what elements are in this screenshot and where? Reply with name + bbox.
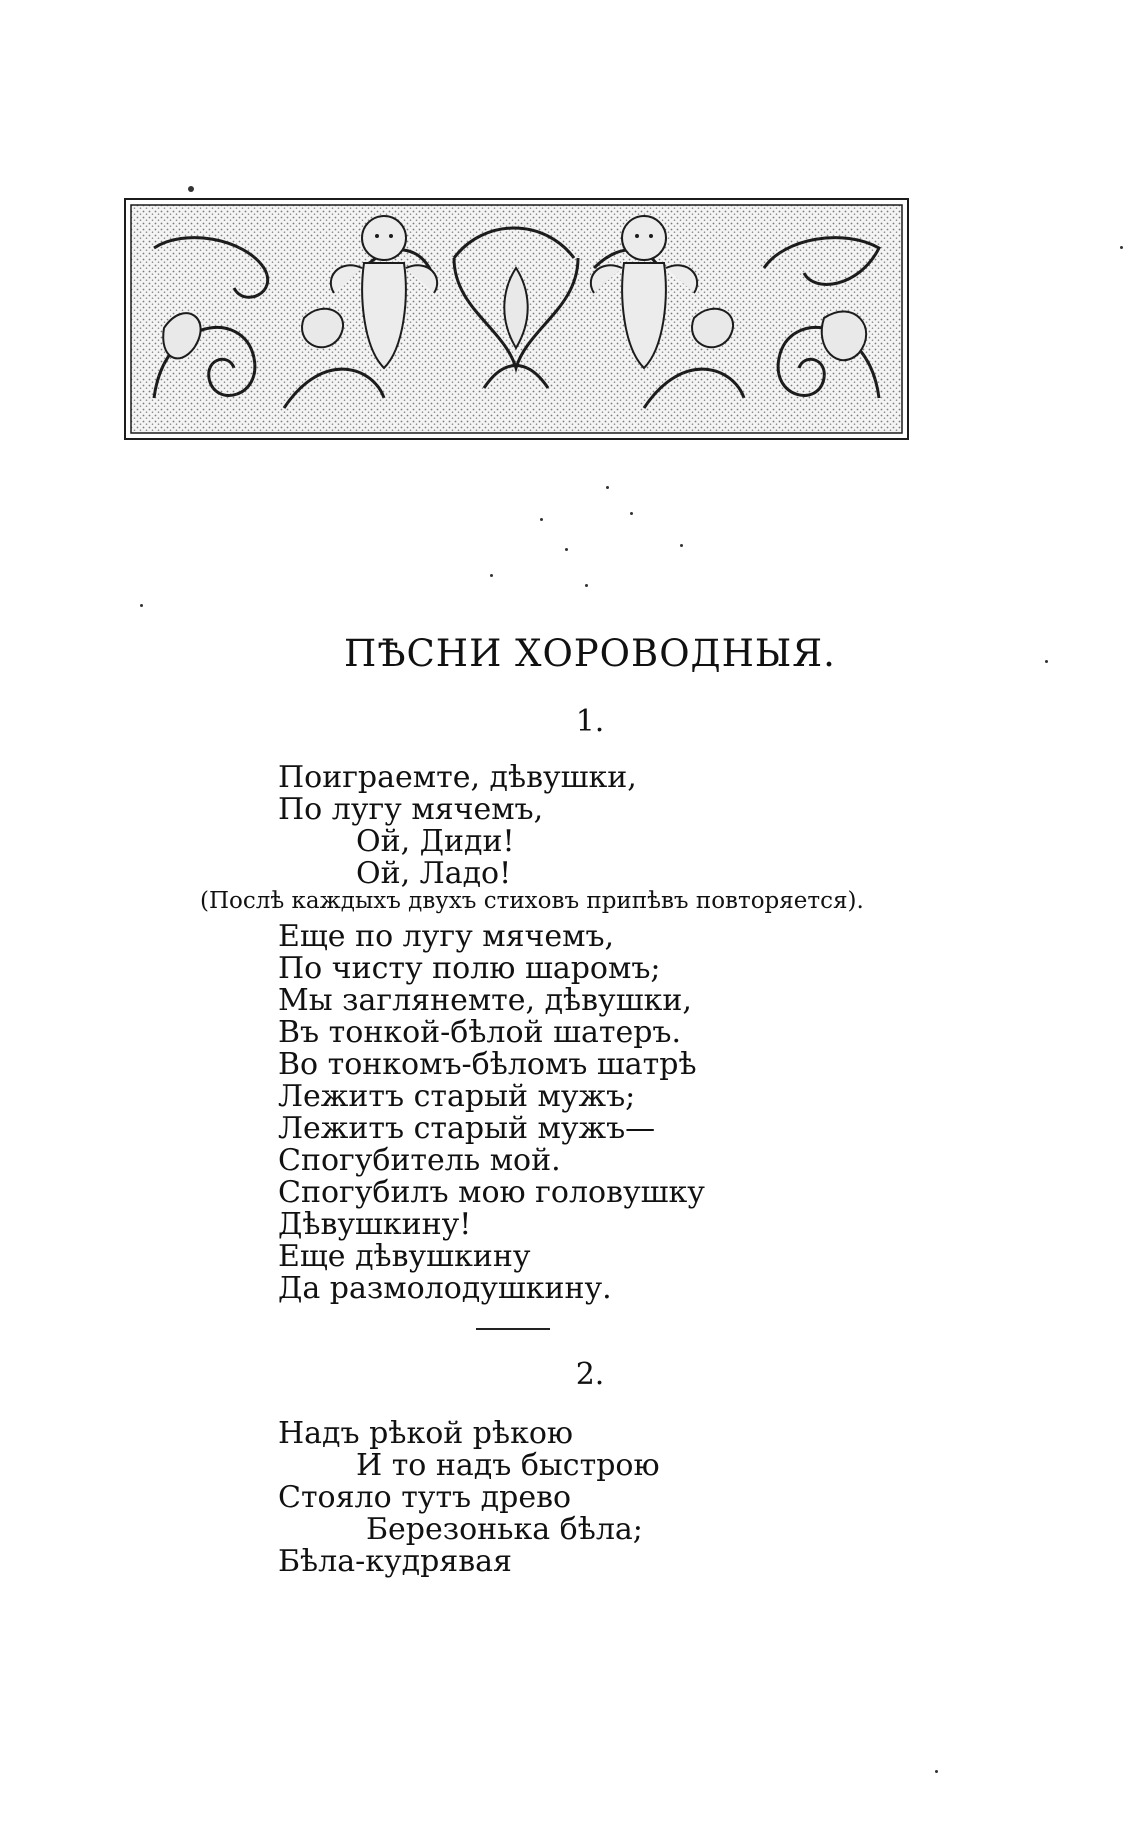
ink-speck	[680, 544, 683, 547]
verse-line: Надъ рѣкой рѣкою	[278, 1416, 574, 1451]
verse-block	[278, 1418, 660, 1578]
verse-line: Мы заглянемте, дѣвушки,	[278, 983, 692, 1018]
section-number-2: 2.	[575, 1357, 605, 1392]
verse-line: Спогубилъ мою головушку	[278, 1175, 705, 1210]
verse-block	[278, 762, 637, 890]
page-title: ПѢСНИ ХОРОВОДНЫЯ.	[344, 632, 836, 675]
verse-line: По лугу мячемъ,	[278, 792, 544, 827]
verse-line: Еще по лугу мячемъ,	[278, 919, 615, 954]
ink-speck	[188, 186, 194, 192]
verse-line: Березонька бѣла;	[366, 1512, 643, 1547]
ink-speck	[630, 512, 633, 515]
section-number-1: 1.	[575, 704, 605, 739]
verse-block	[278, 921, 705, 1305]
verse-line: Бѣла-кудрявая	[278, 1544, 512, 1579]
verse-line: Ой, Диди!	[356, 824, 515, 859]
verse-line: Во тонкомъ-бѣломъ шатрѣ	[278, 1047, 697, 1082]
verse-line: И то надъ быстрою	[356, 1448, 660, 1483]
verse-line: Спогубитель мой.	[278, 1143, 561, 1178]
ink-speck	[140, 604, 143, 607]
ink-speck	[540, 518, 543, 521]
ornament-band	[124, 198, 909, 440]
refrain-note: (Послѣ каждыхъ двухъ стиховъ припѣвъ повторяется).	[200, 888, 864, 914]
ink-speck	[935, 1770, 938, 1773]
ornament-band-icon	[124, 198, 909, 440]
verse-line: Въ тонкой-бѣлой шатеръ.	[278, 1015, 682, 1050]
ink-speck	[1120, 246, 1123, 249]
verse-line: Лежитъ старый мужъ;	[278, 1079, 636, 1114]
ink-speck	[606, 486, 609, 489]
ink-speck	[565, 548, 568, 551]
verse-line: Ой, Ладо!	[356, 856, 512, 891]
verse-line: Еще дѣвушкину	[278, 1239, 531, 1274]
section-divider	[476, 1328, 550, 1330]
verse-line: Лежитъ старый мужъ—	[278, 1111, 656, 1146]
verse-line: По чисту полю шаромъ;	[278, 951, 661, 986]
ink-speck	[490, 574, 493, 577]
verse-line: Стояло тутъ древо	[278, 1480, 572, 1515]
verse-line: Поиграемте, дѣвушки,	[278, 760, 637, 795]
ink-speck	[585, 584, 588, 587]
verse-line: Дѣвушкину!	[278, 1207, 472, 1242]
verse-line: Да размолодушкину.	[278, 1271, 612, 1306]
